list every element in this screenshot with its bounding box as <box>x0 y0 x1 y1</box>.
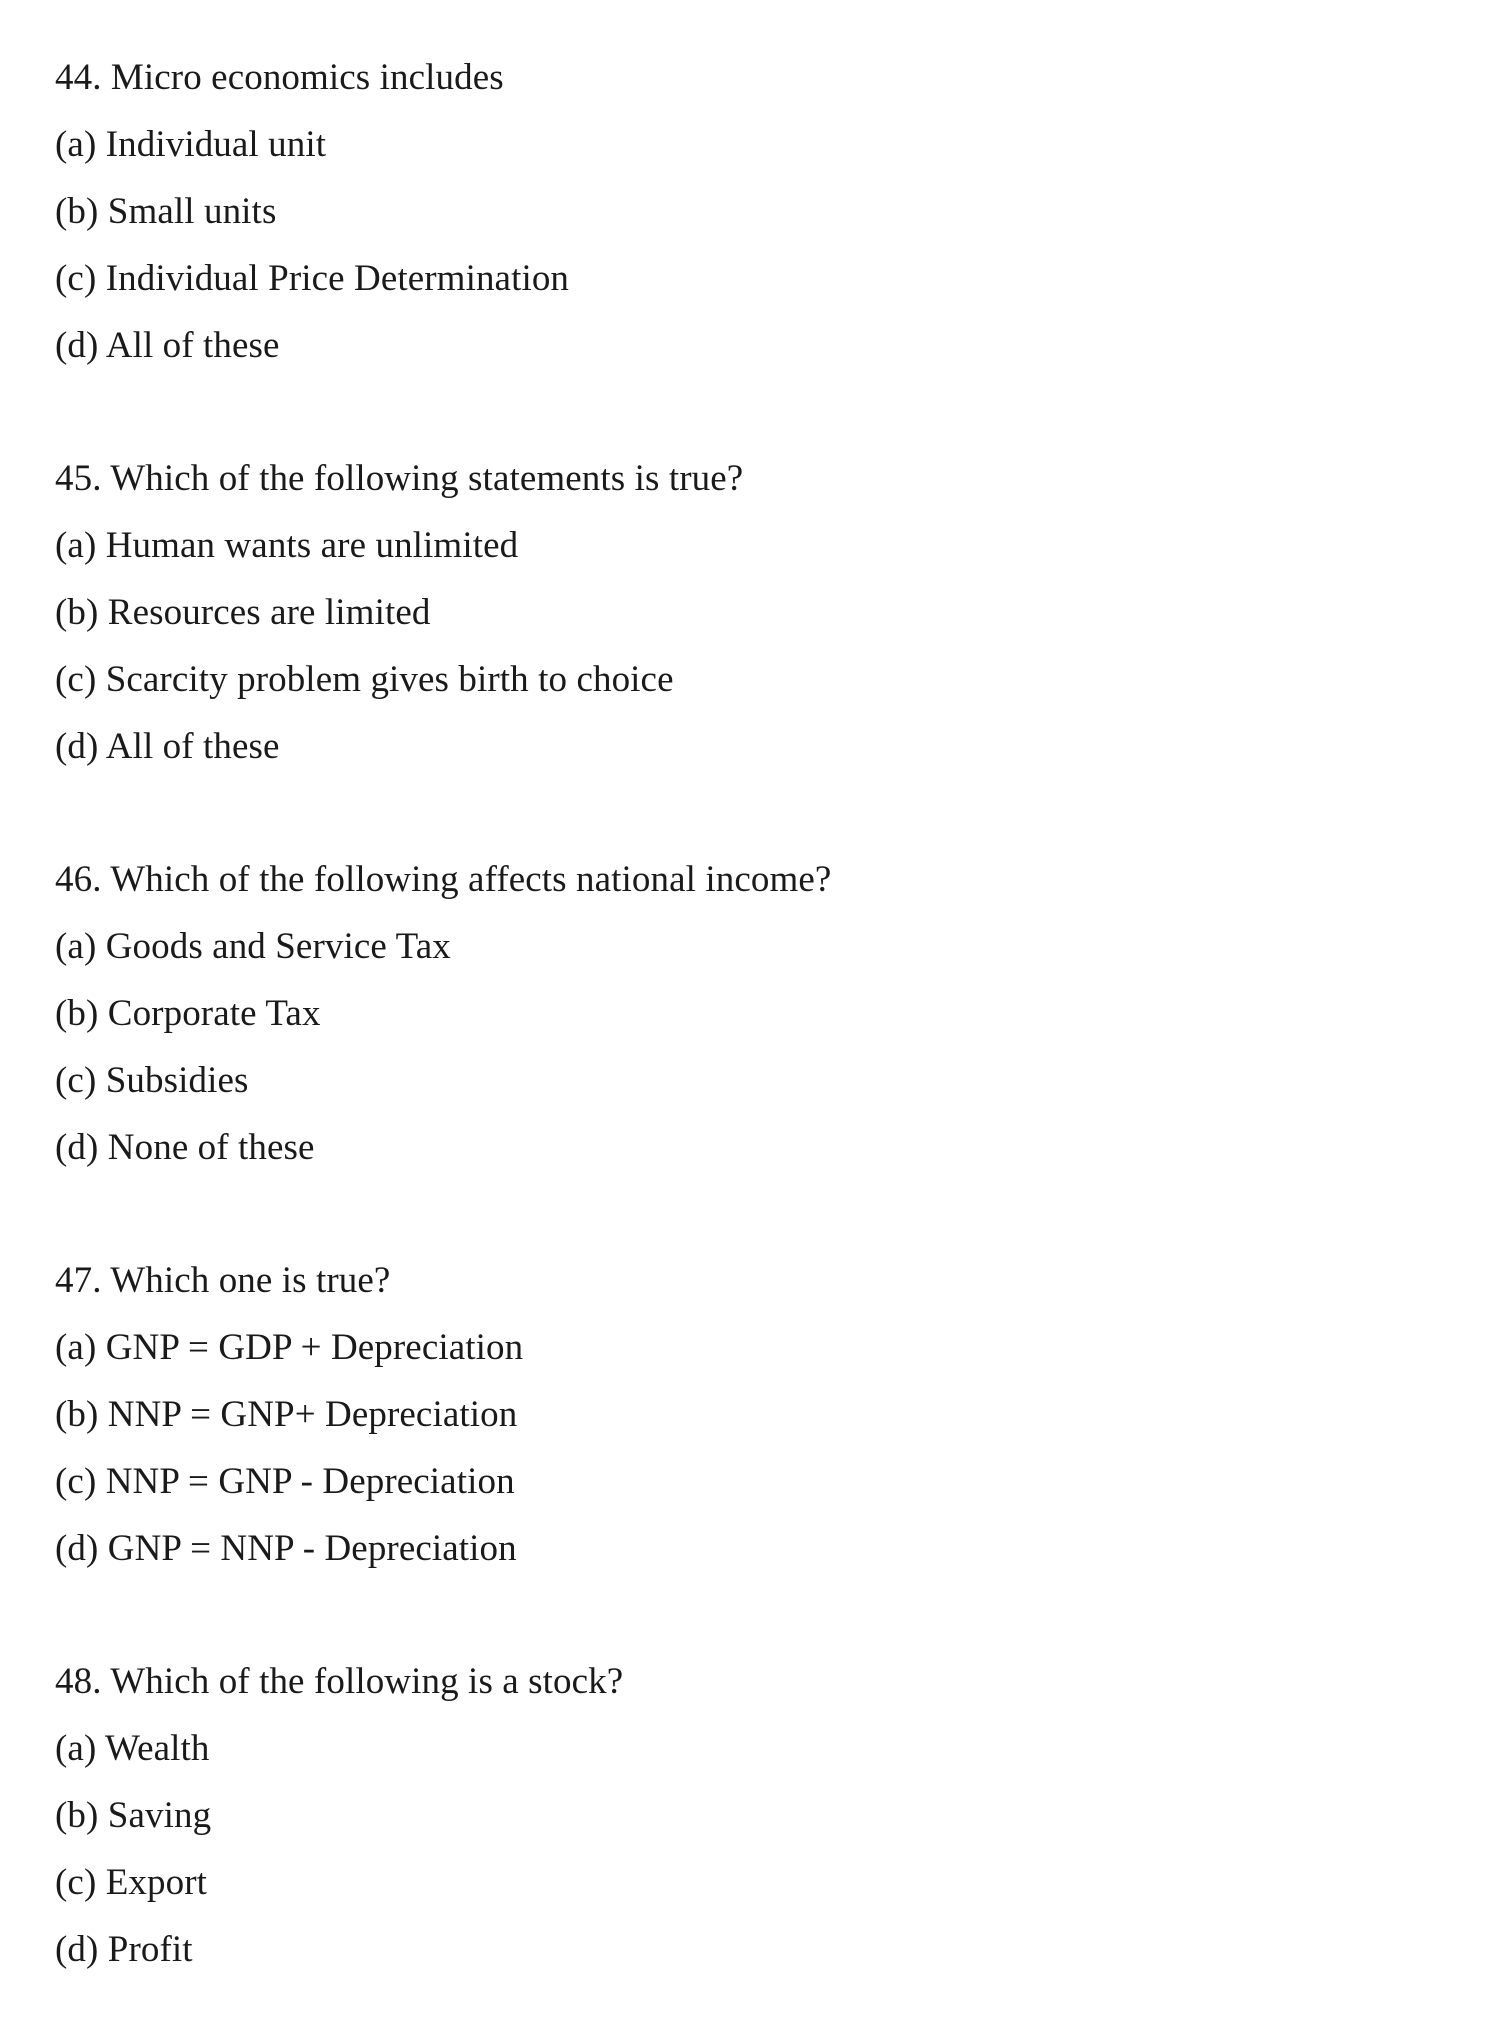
option-d: (d) GNP = NNP - Depreciation <box>55 1528 517 1569</box>
option-c: (c) Individual Price Determination <box>55 258 570 299</box>
question-46 <box>55 846 1435 1181</box>
question-stem: 44. Micro economics includes <box>55 57 504 98</box>
option-d: (d) Profit <box>55 1929 193 1970</box>
option-c: (c) Subsidies <box>55 1060 249 1101</box>
question-stem: 45. Which of the following statements is true? <box>55 458 744 499</box>
option-a: (a) Wealth <box>55 1728 210 1769</box>
option-b: (b) Small units <box>55 191 277 232</box>
option-b: (b) NNP = GNP+ Depreciation <box>55 1394 518 1435</box>
question-stem: 46. Which of the following affects national income? <box>55 859 832 900</box>
option-b: (b) Saving <box>55 1795 212 1836</box>
question-stem: 48. Which of the following is a stock? <box>55 1661 624 1702</box>
option-c: (c) NNP = GNP - Depreciation <box>55 1461 515 1502</box>
option-c: (c) Scarcity problem gives birth to choice <box>55 659 674 700</box>
question-47 <box>55 1247 1435 1582</box>
option-a: (a) Human wants are unlimited <box>55 525 519 566</box>
option-d: (d) All of these <box>55 325 280 366</box>
option-b: (b) Corporate Tax <box>55 993 321 1034</box>
option-a: (a) Individual unit <box>55 124 327 165</box>
question-45 <box>55 445 1435 780</box>
option-b: (b) Resources are limited <box>55 592 431 633</box>
question-44 <box>55 44 1435 379</box>
question-stem: 47. Which one is true? <box>55 1260 391 1301</box>
option-d: (d) None of these <box>55 1127 315 1168</box>
option-a: (a) Goods and Service Tax <box>55 926 451 967</box>
option-c: (c) Export <box>55 1862 208 1903</box>
question-48 <box>55 1648 1435 1983</box>
option-d: (d) All of these <box>55 726 280 767</box>
option-a: (a) GNP = GDP + Depreciation <box>55 1327 524 1368</box>
